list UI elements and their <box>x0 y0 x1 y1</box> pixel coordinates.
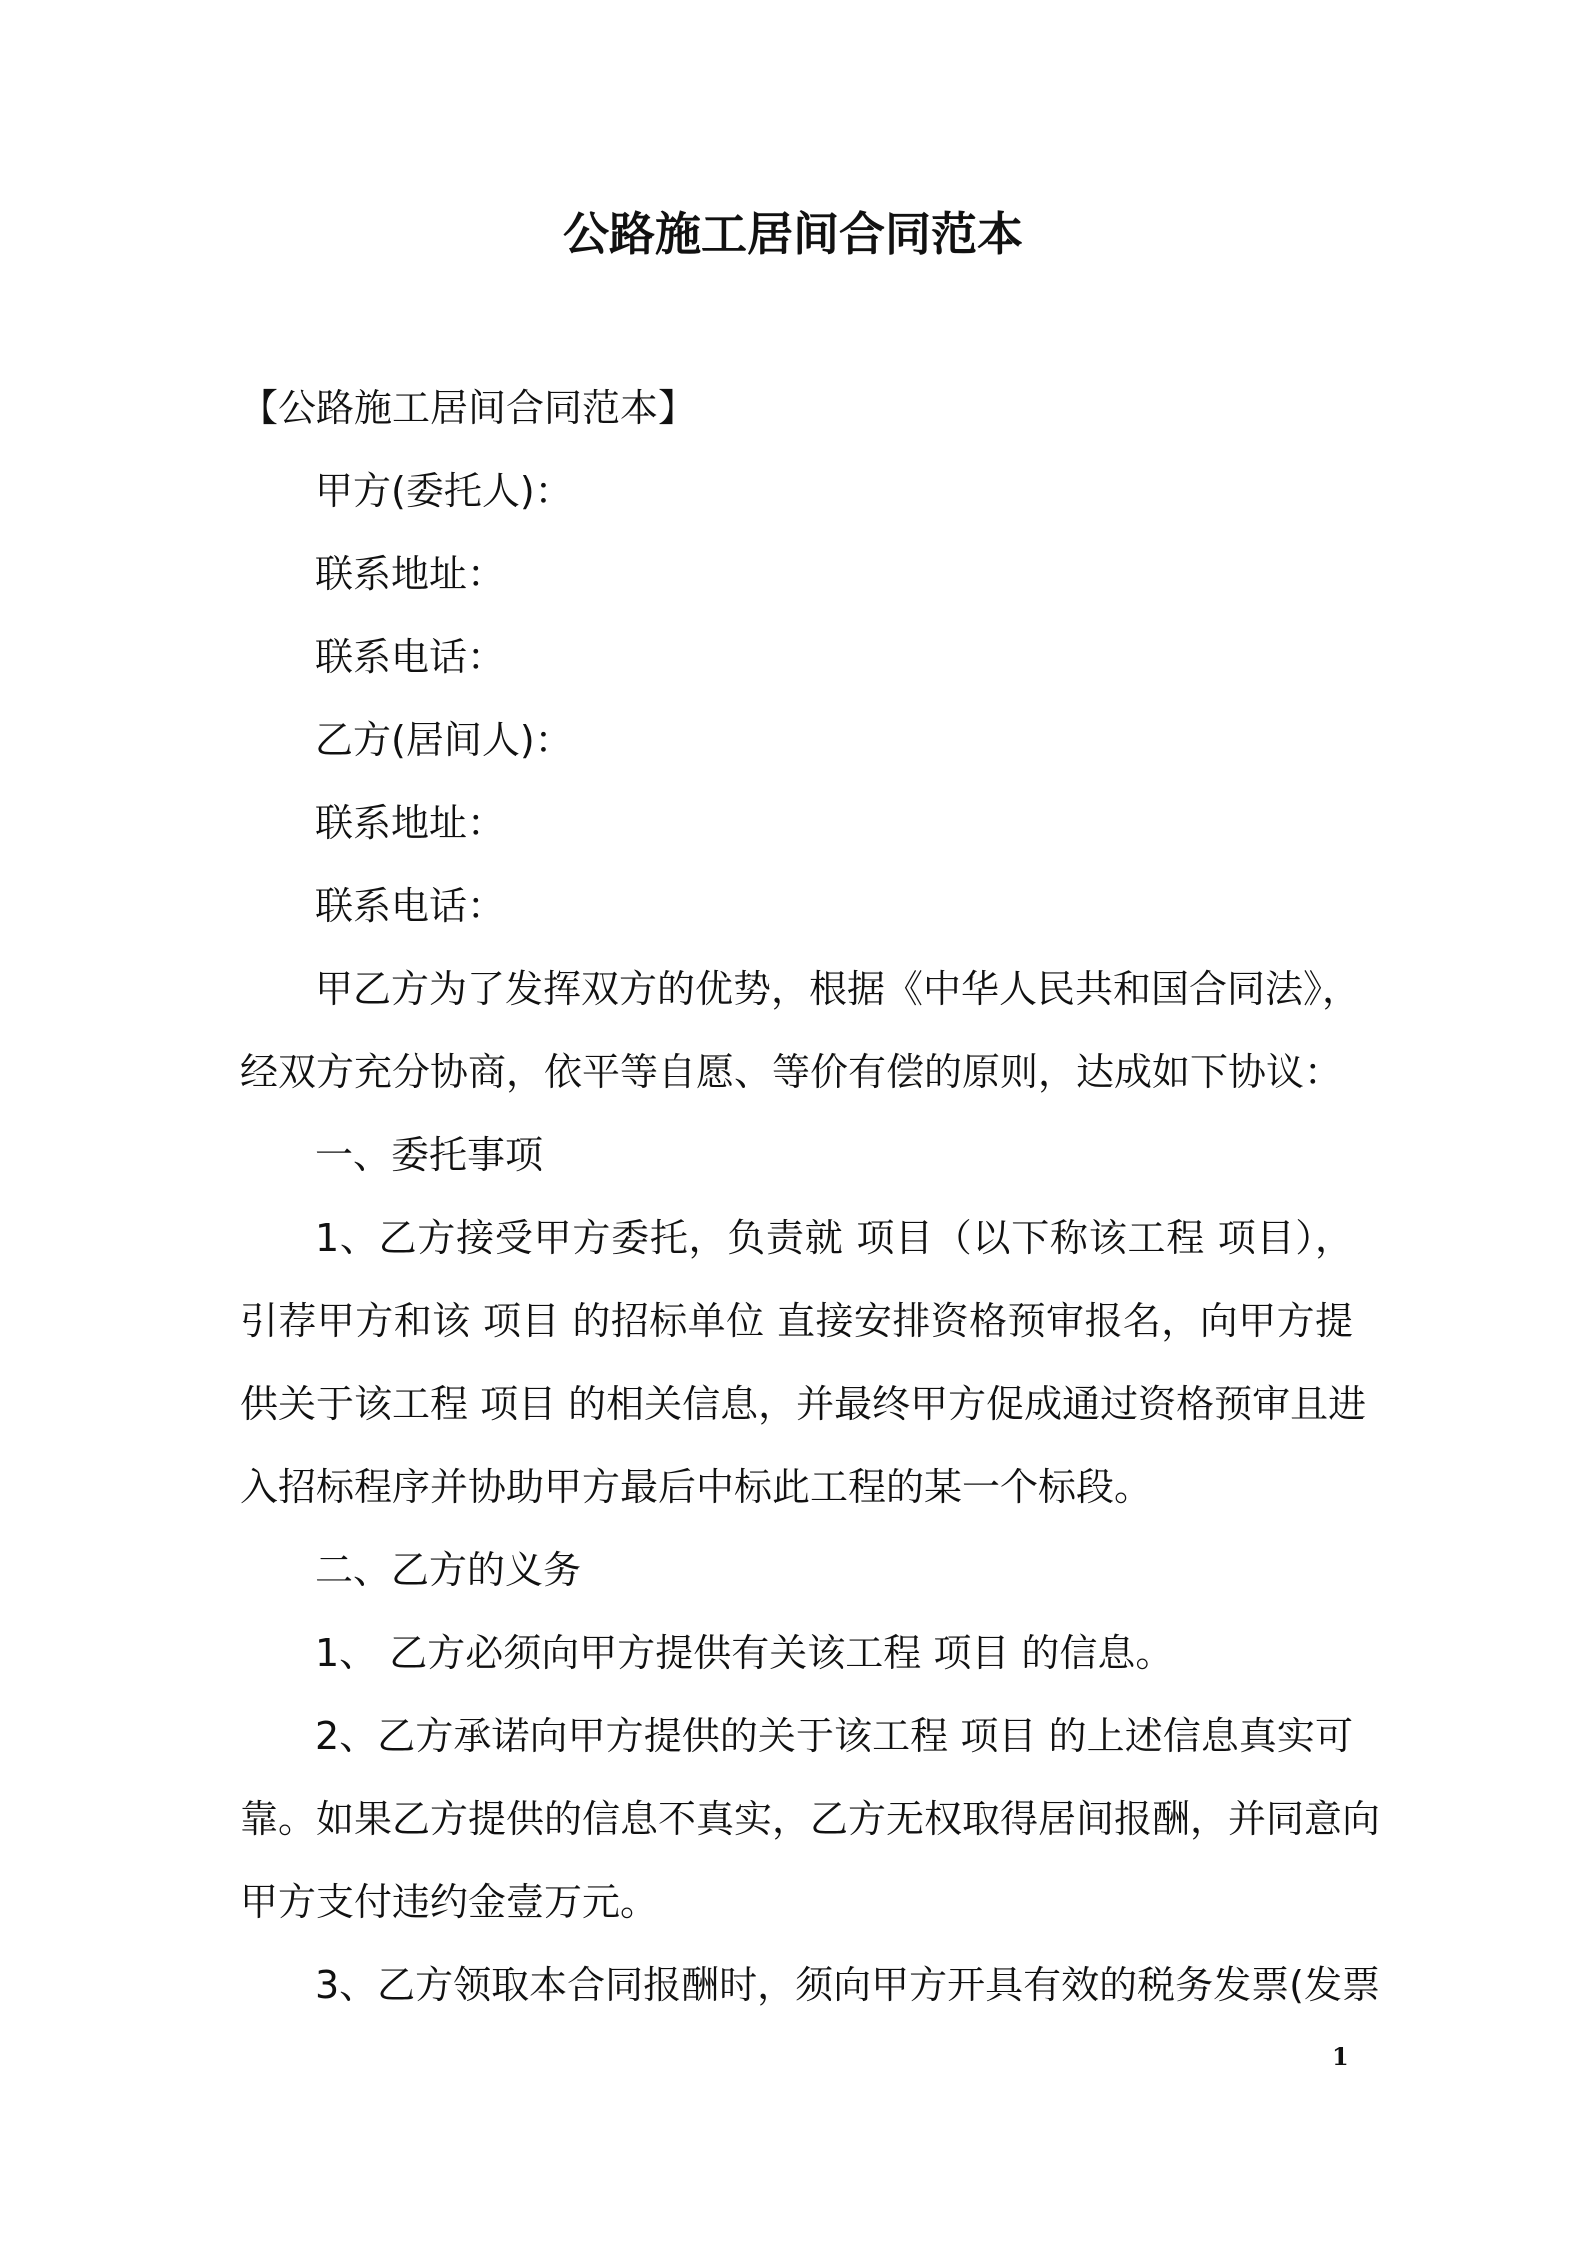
paragraph-line: 1、 乙方必须向甲方提供有关该工程 项目 的信息。 <box>315 1631 1174 1675</box>
paragraph-line: 2、乙方承诺向甲方提供的关于该工程 项目 的上述信息真实可 <box>315 1714 1353 1758</box>
paragraph-line: 入招标程序并协助甲方最后中标此工程的某一个标段。 <box>240 1465 1153 1509</box>
section-heading: 二、乙方的义务 <box>315 1548 582 1592</box>
party-b-label: 乙方(居间人)： <box>315 718 573 762</box>
bracket-heading: 【公路施工居间合同范本】 <box>240 386 697 430</box>
paragraph-line: 甲方支付违约金壹万元。 <box>240 1880 659 1924</box>
party-a-label: 甲方(委托人)： <box>315 469 573 513</box>
paragraph-line: 3、乙方领取本合同报酬时，须向甲方开具有效的税务发票(发票 <box>315 1963 1381 2007</box>
party-a-phone-label: 联系电话： <box>315 635 506 679</box>
intro-paragraph-line: 甲乙方为了发挥双方的优势，根据《中华人民共和国合同法》， <box>315 967 1361 1011</box>
document-title: 公路施工居间合同范本 <box>563 207 1023 261</box>
paragraph-line: 供关于该工程 项目 的相关信息，并最终甲方促成通过资格预审且进 <box>240 1382 1367 1426</box>
page-number: 1 <box>1332 2042 1349 2071</box>
party-b-address-label: 联系地址： <box>315 801 506 845</box>
section-heading: 一、委托事项 <box>315 1133 544 1177</box>
intro-paragraph-line: 经双方充分协商，依平等自愿、等价有偿的原则，达成如下协议： <box>240 1050 1343 1094</box>
paragraph-line: 1、乙方接受甲方委托，负责就 项目（以下称该工程 项目）， <box>315 1216 1353 1260</box>
paragraph-line: 引荐甲方和该 项目 的招标单位 直接安排资格预审报名，向甲方提 <box>240 1299 1353 1343</box>
party-a-address-label: 联系地址： <box>315 552 506 596</box>
paragraph-line: 靠。如果乙方提供的信息不真实，乙方无权取得居间报酬，并同意向 <box>240 1797 1381 1841</box>
party-b-phone-label: 联系电话： <box>315 884 506 928</box>
